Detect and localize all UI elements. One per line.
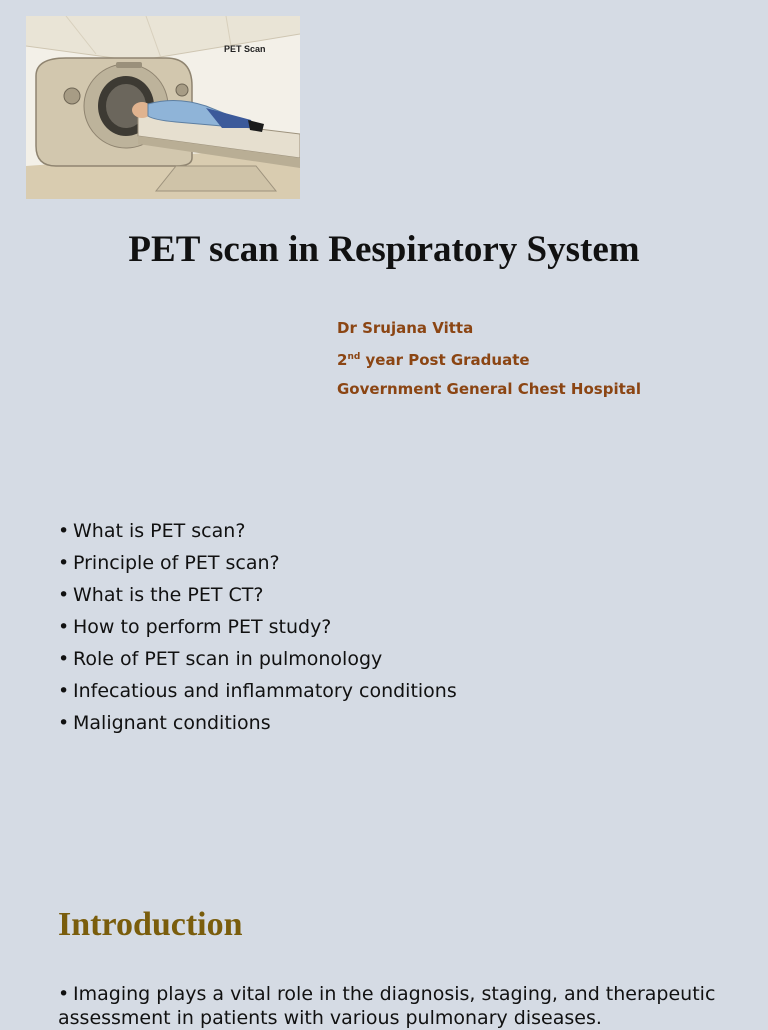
list-item	[58, 611, 457, 643]
author-year-text: year Post Graduate	[360, 351, 530, 369]
list-item	[58, 579, 457, 611]
bullet-icon: •	[58, 584, 70, 606]
list-item-text: Principle of PET scan?	[73, 552, 280, 574]
list-item	[58, 515, 457, 547]
image-caption: PET Scan	[224, 44, 266, 54]
slide-title: PET scan in Respiratory System	[128, 229, 640, 270]
author-year-suffix: nd	[347, 352, 361, 362]
bullet-icon: •	[58, 520, 70, 542]
intro-paragraph	[58, 982, 728, 1030]
intro-text: Imaging plays a vital role in the diagnosis, staging, and therapeutic assessment in patients with various pulmonary diseases.	[58, 983, 716, 1029]
pet-scanner-illustration	[26, 16, 300, 199]
bullet-icon: •	[58, 552, 70, 574]
list-item	[58, 643, 457, 675]
list-item-text: Malignant conditions	[73, 712, 271, 734]
author-year-number: 2	[337, 351, 348, 369]
list-item	[58, 675, 457, 707]
list-item	[58, 547, 457, 579]
bullet-icon: •	[58, 680, 70, 702]
bullet-icon: •	[58, 648, 70, 670]
author-institution: Government General Chest Hospital	[337, 380, 642, 398]
author-year	[337, 343, 641, 375]
list-item-text: Role of PET scan in pulmonology	[73, 648, 383, 670]
bullet-icon: •	[58, 983, 70, 1005]
list-item	[58, 707, 457, 739]
section-heading: Introduction	[58, 906, 243, 943]
list-item-text: What is PET scan?	[73, 520, 246, 542]
bullet-icon: •	[58, 616, 70, 638]
author-block	[337, 314, 641, 404]
outline-list	[58, 515, 457, 739]
list-item-text: What is the PET CT?	[73, 584, 264, 606]
author-name: Dr Srujana Vitta	[337, 319, 474, 337]
bullet-icon: •	[58, 712, 70, 734]
list-item-text: How to perform PET study?	[73, 616, 332, 638]
list-item-text: Infecatious and inflammatory conditions	[73, 680, 457, 702]
